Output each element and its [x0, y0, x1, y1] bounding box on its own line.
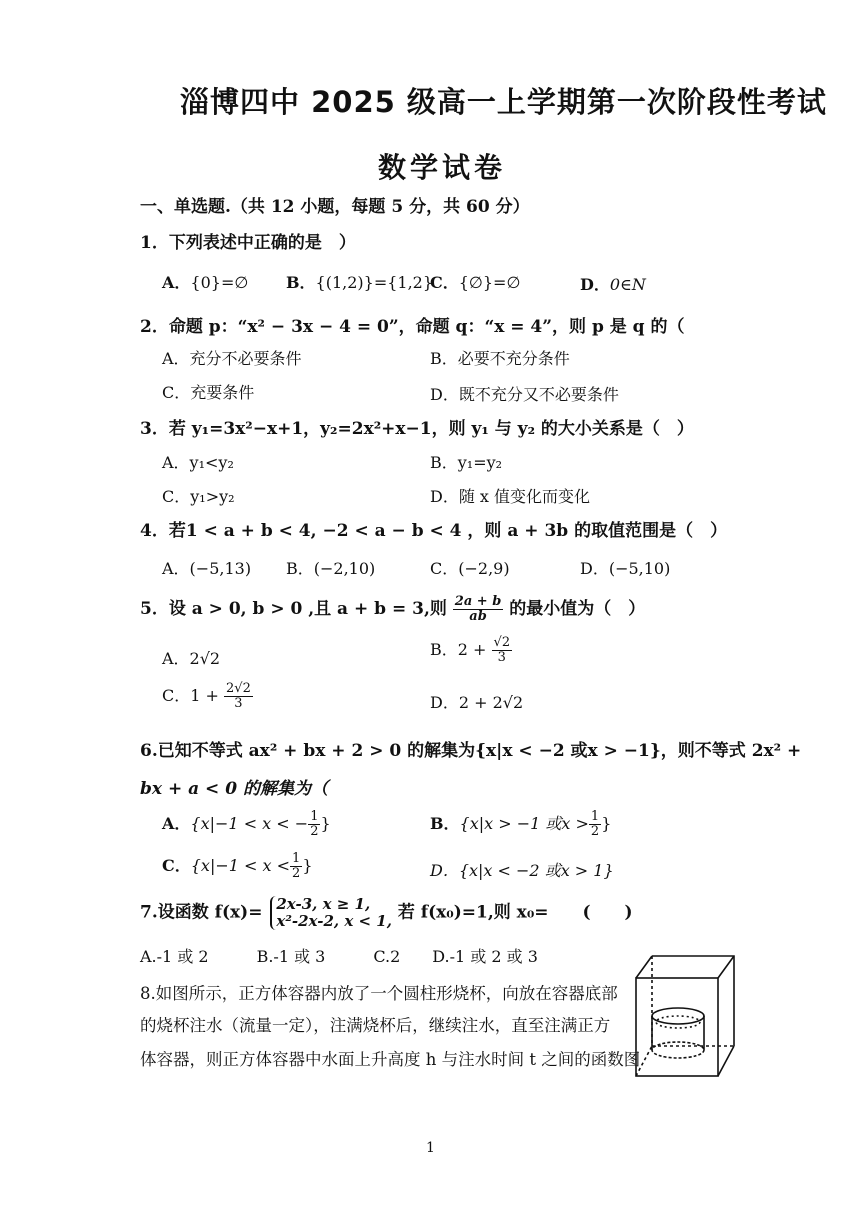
question-6-stem-line-1: 6.已知不等式 ax² + bx + 2 > 0 的解集为{x|x < −2 或x > −1}，则不等式 2x² +	[140, 741, 802, 761]
question-7-stem: 7.设函数 f(x)= 2x-3, x ≥ 1, x²-2x-2, x < 1, 若 f(x₀)=1,则 x₀= ( )	[140, 895, 633, 930]
q3-option-a: A．y₁<y₂	[162, 453, 234, 472]
q1-option-c: C．{∅}=∅	[430, 273, 521, 292]
q1-option-a: A．{0}=∅	[162, 273, 249, 292]
q1-option-b: B．{(1,2)}={1,2}	[286, 273, 434, 292]
q5-option-b: B．2 + $\frac{√2}{3}$	[430, 635, 511, 665]
q5-option-a: A．2√2	[162, 649, 221, 668]
q1-option-d: D．0∈N	[580, 275, 646, 294]
q4-option-b: B．(−2,10)	[286, 559, 376, 578]
q2-option-c: C．充要条件	[162, 383, 255, 402]
page-number: 1	[426, 1140, 435, 1156]
q7-piecewise-cases: 2x-3, x ≥ 1, x²-2x-2, x < 1,	[270, 896, 392, 930]
q4-option-a: A．(−5,13)	[162, 559, 252, 578]
question-3-stem: 3．若 y₁=3x²−x+1，y₂=2x²+x−1，则 y₁ 与 y₂ 的大小关系是（ ）	[140, 419, 694, 439]
q3-option-d: D．随 x 值变化而变化	[430, 487, 591, 506]
q5-option-d: D．2 + 2√2	[430, 693, 524, 712]
q4-option-c: C．(−2,9)	[430, 559, 510, 578]
q4-option-d: D．(−5,10)	[580, 559, 671, 578]
q6-option-b: B．{x|x > −1 或x > $\frac{1}{2}$ }	[430, 809, 612, 839]
q3-option-c: C．y₁>y₂	[162, 487, 235, 506]
question-8-line-2: 的烧杯注水（流量一定），注满烧杯后，继续注水，直至注满正方	[140, 1016, 611, 1035]
question-1-stem: 1．下列表述中正确的是 ）	[140, 233, 356, 253]
q5-option-c: C．1 + $\frac{2√2}{3}$	[162, 681, 251, 711]
q2-option-d: D．既不充分又不必要条件	[430, 385, 619, 404]
exam-title: 淄博四中 2025 级高一上学期第一次阶段性考试	[180, 85, 827, 119]
q2-option-a: A．充分不必要条件	[162, 349, 302, 368]
q6-option-d: D．{x|x < −2 或x > 1}	[430, 861, 614, 880]
q3-option-b: B．y₁=y₂	[430, 453, 503, 472]
exam-subtitle: 数学试卷	[378, 151, 507, 184]
section-heading: 一、单选题.（共 12 小题，每题 5 分，共 60 分）	[140, 197, 530, 217]
question-8-line-1: 8.如图所示，正方体容器内放了一个圆柱形烧杯，向放在容器底部	[140, 984, 618, 1003]
q5-fraction: $\frac{2a + b}{ab}$	[454, 594, 502, 624]
q2-option-b: B．必要不充分条件	[430, 349, 570, 368]
q6-option-a: A．{x|−1 < x < − $\frac{1}{2}$ }	[162, 809, 331, 839]
q6-option-c: C．{x|−1 < x < $\frac{1}{2}$ }	[162, 851, 313, 881]
q7-options: A.-1 或 2 B.-1 或 3 C.2 D.-1 或 2 或 3	[140, 947, 538, 966]
question-8-line-3: 体容器，则正方体容器中水面上升高度 h 与注水时间 t 之间的函数图	[140, 1050, 641, 1069]
question-2-stem: 2．命题 p：“x² − 3x − 4 = 0”，命题 q：“x = 4”，则 p 是 q 的（	[140, 317, 685, 337]
question-5-stem: 5．设 a > 0, b > 0 ,且 a + b = 3,则 $\frac{2a + b}{ab}$ 的最小值为（ ）	[140, 594, 646, 624]
cube-cylinder-figure	[630, 950, 740, 1082]
question-6-stem-line-2: bx + a < 0 的解集为（	[140, 779, 328, 799]
question-4-stem: 4．若1 < a + b < 4, −2 < a − b < 4 ，则 a + 3b 的取值范围是（ ）	[140, 521, 728, 541]
